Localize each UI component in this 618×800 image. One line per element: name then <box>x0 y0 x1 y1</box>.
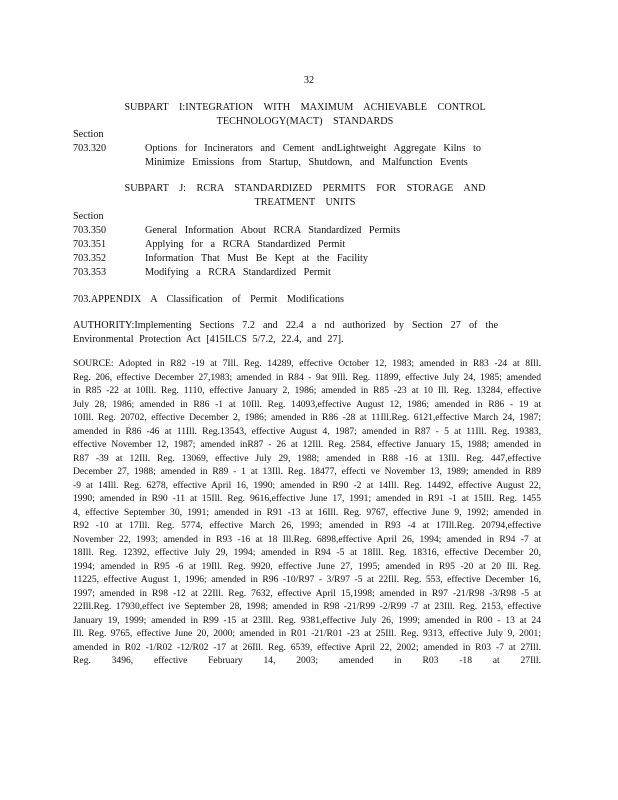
authority-note: AUTHORITY:Implementing Sections 7.2 and 22.4 a nd authorized by Section 27 of the Environmental Protection Act [415ILCS 5/7.2, 22.4, and 27]. <box>73 320 498 345</box>
section-label: Section <box>73 129 104 140</box>
section-number: 703.351 <box>73 239 107 250</box>
appendix-entry: 703.APPENDIX A Classification of Permit Modifications <box>73 294 344 305</box>
section-title: General Information About RCRA Standardized Permits <box>145 225 401 236</box>
section-number: 703.352 <box>73 253 107 264</box>
subpart-i-heading-line2: TECHNOLOGY(MACT) STANDARDS <box>216 116 394 127</box>
section-number: 703.350 <box>73 225 107 236</box>
section-label: Section <box>73 211 104 222</box>
section-entry-703-350 <box>73 224 498 238</box>
subpart-j-heading-line2: TREATMENT UNITS <box>254 197 356 208</box>
source-note: SOURCE: Adopted in R82 -19 at 7Ill. Reg. 14289, effective October 12, 1983; amended in R83 -24 at 8Ill. Reg. 206, effective December 27,1983; amended in R84 - 9at 9Ill. Reg. 11899, effective July 24, 1985; amended in R85 -22 at 10Ill. Reg. 1110, effective January 2, 1986; amended in R85 -23 at 10 Ill. Reg. 13284, effective July 28, 1986; amended in R86 -1 at 10Ill. Reg. 14093,effective August 12, 1986; amended in R86 - 19 at 10Ill. Reg. 20702, effective December 2, 1986; amended in R86 -28 at 11Ill.Reg. 6121,effective March 24, 1987; amended in R86 -46 at 11Ill. Reg.13543, effective August 4, 1987; amended in R87 - 5 at 11Ill. Reg. 19383, effective November 12, 1987; amended inR87 - 26 at 12Ill. Reg. 2584, effective January 15, 1988; amended in R87 -39 at 12Ill. Reg. 13069, effective July 29, 1988; amended in R88 -16 at 13Ill. Reg. 447,effective December 27, 1988; amended in R89 - 1 at 13Ill. Reg. 18477, effecti ve November 13, 1989; amended in R89 -9 at 14Ill. Reg. 6278, effective April 16, 1990; amended in R90 -2 at 14Ill. Reg. 14492, effective August 22, 1990; amended in R90 -11 at 15Ill. Reg. 9616,effective June 17, 1991; amended in R91 -1 at 15Ill. Reg. 1455 4, effective September 30, 1991; amended in R91 -13 at 16Ill. Reg. 9767, effective June 9, 1992; amended in R92 -10 at 17Ill. Reg. 5774, effective March 26, 1993; amended in R93 -4 at 17Ill.Reg. 20794,effective November 22, 1993; amended in R93 -16 at 18 Ill.Reg. 6898,effective April 26, 1994; amended in R94 -7 at 18Ill. Reg. 12392, effective July 29, 1994; amended in R94 -5 at 18Ill. Reg. 18316, effective December 20, 1994; amended in R95 -6 at 19Ill. Reg. 9920, effective June 27, 1995; amended in R95 -20 at 20 Ill. Reg. 11225, effective August 1, 1996; amended in R96 -10/R97 - 3/R97 -5 at 22Ill. Reg. 553, effective December 16, 1997; amended in R98 -12 at 22Ill. Reg. 7632, effective April 15,1998; amended in R97 -21/R98 -3/R98 -5 at 22Ill.Reg. 17930,effect ive September 28, 1998; amended in R98 -21/R99 -2/R99 -7 at 23Ill. Reg. 2153, effective January 19, 1999; amended in R99 -15 at 23Ill. Reg. 9381,effective July 26, 1999; amended in R00 - 13 at 24 Ill. Reg. 9765, effective June 20, 2000; amended in R01 -21/R01 -23 at 25Ill. Reg. 9313, effective July 9, 2001; amended in R02 -1/R02 -12/R02 -17 at 26Ill. Reg. 6539, effective April 22, 2002; amended in R03 -7 at 27Ill. Reg. 3496, effective February 14, 2003; amended in R03 -18 at 27Ill. <box>73 358 541 666</box>
section-number: 703.320 <box>73 143 107 154</box>
subpart-j-heading-line1: SUBPART J: RCRA STANDARDIZED PERMITS FOR STORAGE AND <box>124 183 486 194</box>
section-entry-703-352 <box>73 252 498 266</box>
page-number: 32 <box>303 75 315 86</box>
subpart-i-heading <box>100 101 510 129</box>
subpart-i-heading-line1: SUBPART I:INTEGRATION WITH MAXIMUM ACHIEVABLE CONTROL <box>124 102 486 113</box>
section-entry-703-320 <box>73 142 498 170</box>
section-entry-703-351 <box>73 238 498 252</box>
section-title: Options for Incinerators and Cement andLightweight Aggregate Kilns to Minimize Emissions from Startup, Shutdown, and Malfunction Events <box>145 143 481 168</box>
section-number: 703.353 <box>73 267 107 278</box>
section-entry-703-353 <box>73 266 498 280</box>
section-title: Applying for a RCRA Standardized Permit <box>145 239 346 250</box>
subpart-j-heading <box>120 182 490 210</box>
section-title: Modifying a RCRA Standardized Permit <box>145 267 331 278</box>
section-title: Information That Must Be Kept at the Facility <box>145 253 368 264</box>
